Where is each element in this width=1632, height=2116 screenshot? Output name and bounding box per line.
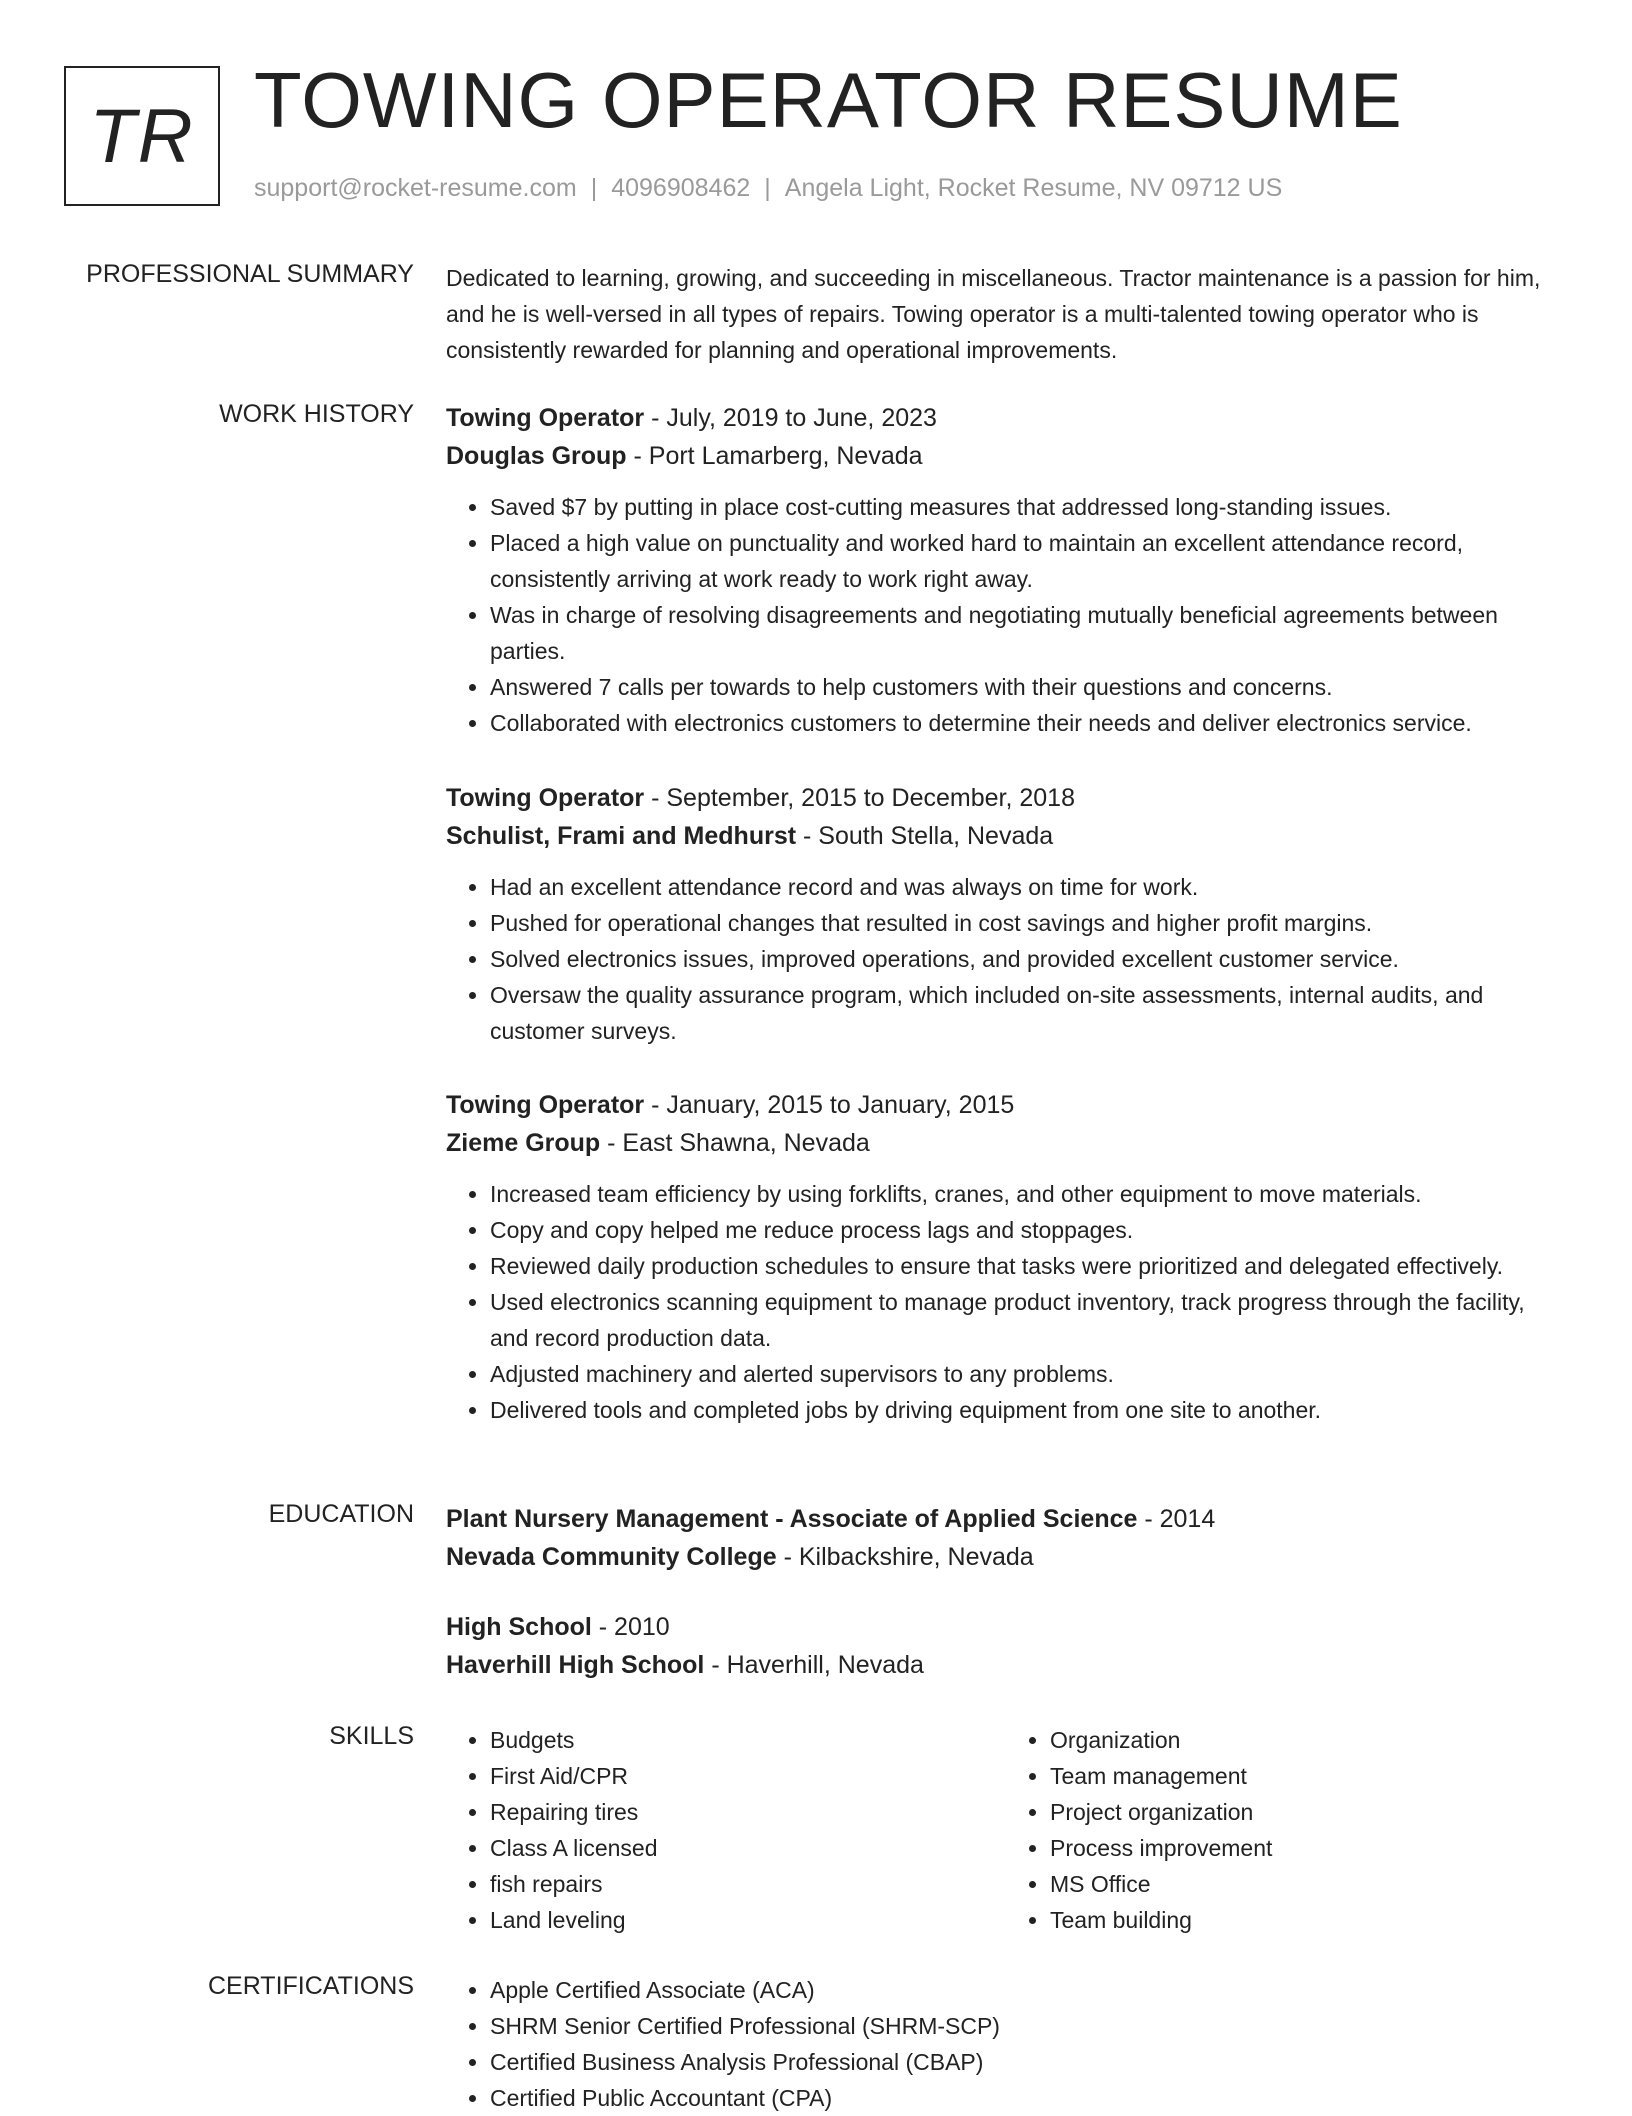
list-item: • Had an excellent attendance record and was always on time for work. (490, 869, 1566, 905)
list-item: • Oversaw the quality assurance program, which included on-site assessments, internal audits, and customer surveys. (490, 977, 1566, 1049)
job-title: Towing Operator (446, 784, 645, 812)
list-item: • Copy and copy helped me reduce process lags and stoppages. (490, 1212, 1566, 1248)
education-location: - Kilbackshire, Nevada (776, 1543, 1034, 1571)
list-item: • Project organization (1050, 1794, 1566, 1830)
list-item: • fish repairs (490, 1866, 1006, 1902)
job-dates: - July, 2019 to June, 2023 (644, 404, 937, 432)
summary-content (446, 260, 1566, 368)
job-company: Douglas Group (446, 442, 627, 470)
job-title: Towing Operator (446, 1091, 645, 1119)
education-year: - 2014 (1137, 1505, 1216, 1533)
list-item: • MS Office (1050, 1866, 1566, 1902)
section-label-work: WORK HISTORY (219, 400, 414, 428)
education-school: Nevada Community College (446, 1543, 777, 1571)
section-label-certifications: CERTIFICATIONS (207, 1972, 414, 2000)
job-company-line (446, 817, 1566, 855)
list-item: • First Aid/CPR (490, 1758, 1006, 1794)
list-item: • Budgets (490, 1722, 1006, 1758)
list-item: • Apple Certified Associate (ACA) (490, 1972, 1566, 2008)
contact-address: Angela Light, Rocket Resume, NV 09712 US (784, 174, 1283, 202)
job-title-line (446, 1086, 1566, 1124)
skills-columns (446, 1722, 1566, 1938)
education-content (446, 1500, 1566, 1684)
list-item: • Pushed for operational changes that resulted in cost savings and higher profit margins. (490, 905, 1566, 941)
education-degree-line (446, 1500, 1566, 1538)
contact-email[interactable]: support@rocket-resume.com (254, 174, 577, 202)
education-school: Haverhill High School (446, 1651, 705, 1679)
list-item: • Class A licensed (490, 1830, 1006, 1866)
job-location: - Port Lamarberg, Nevada (626, 442, 923, 470)
list-item: • Was in charge of resolving disagreements and negotiating mutually beneficial agreements between parties. (490, 597, 1566, 669)
job-bullets (446, 1176, 1566, 1428)
list-item: • SHRM Senior Certified Professional (SHRM-SCP) (490, 2008, 1566, 2044)
list-item: • Solved electronics issues, improved operations, and provided excellent customer service. (490, 941, 1566, 977)
summary-text: Dedicated to learning, growing, and succeeding in miscellaneous. Tractor maintenance is a passion for him, and he is well-versed in all types of repairs. Towing operator is a multi-talented towing operator who is consistently rewarded for planning and operational improvements. (446, 265, 1541, 363)
list-item: • Used electronics scanning equipment to manage product inventory, track progress through the facility, and record production data. (490, 1284, 1566, 1356)
list-item: • Certified Public Accountant (CPA) (490, 2080, 1566, 2116)
list-item: • Delivered tools and completed jobs by driving equipment from one site to another. (490, 1392, 1566, 1428)
certifications-content (446, 1972, 1566, 2116)
education-school-line (446, 1538, 1566, 1576)
job-bullets (446, 489, 1566, 741)
list-item: • Organization (1050, 1722, 1566, 1758)
list-item: • Saved $7 by putting in place cost-cutting measures that addressed long-standing issues. (490, 489, 1566, 525)
job-title-line (446, 399, 1566, 437)
resume-title: TOWING OPERATOR RESUME (254, 56, 1403, 144)
list-item: • Collaborated with electronics customers to determine their needs and deliver electronics service. (490, 705, 1566, 741)
job-dates: - September, 2015 to December, 2018 (644, 784, 1075, 812)
list-item: • Increased team efficiency by using forklifts, cranes, and other equipment to move materials. (490, 1176, 1566, 1212)
list-item: • Placed a high value on punctuality and worked hard to maintain an excellent attendance record, consistently arriving at work ready to work right away. (490, 525, 1566, 597)
job-title-line (446, 779, 1566, 817)
job-location: - South Stella, Nevada (796, 822, 1054, 850)
contact-phone[interactable]: 4096908462 (611, 174, 751, 202)
education-degree-line (446, 1608, 1566, 1646)
job-dates: - January, 2015 to January, 2015 (644, 1091, 1015, 1119)
skills-list-right (1006, 1722, 1566, 1938)
job-title: Towing Operator (446, 404, 645, 432)
list-item: • Certified Business Analysis Professional (CBAP) (490, 2044, 1566, 2080)
skills-list-left (446, 1722, 1006, 1938)
contact-separator: | (764, 174, 771, 202)
education-school-line (446, 1646, 1566, 1684)
list-item: • Land leveling (490, 1902, 1006, 1938)
section-label-summary: PROFESSIONAL SUMMARY (86, 260, 414, 288)
list-item: • Answered 7 calls per towards to help customers with their questions and concerns. (490, 669, 1566, 705)
job-company-line (446, 437, 1566, 475)
job-company: Schulist, Frami and Medhurst (446, 822, 797, 850)
job-location: - East Shawna, Nevada (600, 1129, 870, 1157)
education-degree: High School (446, 1613, 592, 1641)
list-item: • Adjusted machinery and alerted supervisors to any problems. (490, 1356, 1566, 1392)
monogram-box (64, 66, 220, 206)
section-label-education: EDUCATION (268, 1500, 414, 1528)
job-company: Zieme Group (446, 1129, 601, 1157)
education-location: - Haverhill, Nevada (704, 1651, 924, 1679)
list-item: • Team building (1050, 1902, 1566, 1938)
contact-line (254, 174, 1282, 203)
list-item: • Process improvement (1050, 1830, 1566, 1866)
contact-separator: | (590, 174, 598, 202)
monogram-initials: TR (89, 93, 195, 179)
list-item: • Team management (1050, 1758, 1566, 1794)
job-bullets (446, 869, 1566, 1049)
education-year: - 2010 (591, 1613, 670, 1641)
certifications-list (446, 1972, 1566, 2116)
job-company-line (446, 1124, 1566, 1162)
section-label-skills: SKILLS (329, 1722, 414, 1750)
education-degree: Plant Nursery Management - Associate of Applied Science (446, 1505, 1138, 1533)
list-item: • Reviewed daily production schedules to ensure that tasks were prioritized and delegated effectively. (490, 1248, 1566, 1284)
list-item: • Repairing tires (490, 1794, 1006, 1830)
